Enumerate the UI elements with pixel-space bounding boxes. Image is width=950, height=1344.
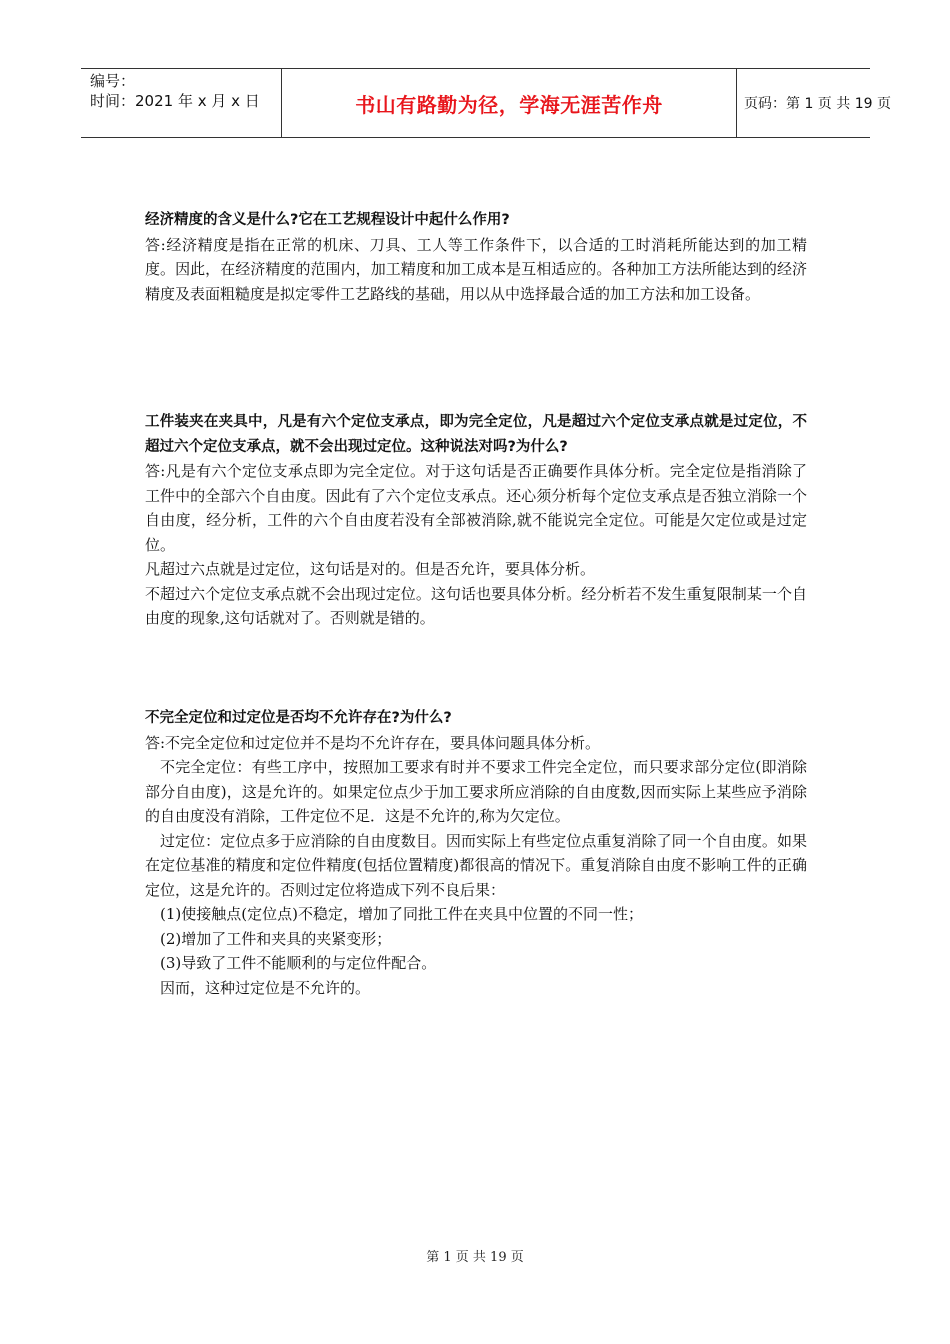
question-heading: 不完全定位和过定位是否均不允许存在?为什么? xyxy=(145,710,452,726)
answer-paragraph: 过定位：定位点多于应消除的自由度数目。因而实际上有些定位点重复消除了同一个自由度。如果在定位基准的精度和定位件精度(包括位置精度)都很高的情况下。重复消除自由度不影响工件的正确定位，这是允许的。否则过定位将造成下列不良后果： xyxy=(145,831,807,899)
header-motto-cell xyxy=(281,69,737,137)
answer-paragraph: 答:不完全定位和过定位并不是均不允许存在，要具体问题具体分析。 xyxy=(145,733,601,752)
section-economic-precision xyxy=(145,208,807,306)
list-item: (3)导致了工件不能顺利的与定位件配合。 xyxy=(160,954,437,972)
document-date-label: 时间：2021 年 x 月 x 日 xyxy=(90,92,260,110)
answer-paragraph: 不完全定位：有些工序中，按照加工要求有时并不要求工件完全定位，而只要求部分定位(即消除部分自由度)，这是允许的。如果定位点少于加工要求所应消除的自由度数,因而实际上某些应予消除的自由度没有消除，工件定位不足．这是不允许的,称为欠定位。 xyxy=(145,758,807,825)
header-meta-cell xyxy=(81,69,281,137)
answer-paragraph: 答:经济精度是指在正常的机床、刀具、工人等工作条件下，以合适的工时消耗所能达到的加工精度。因此，在经济精度的范围内，加工精度和加工成本是互相适应的。各种加工方法所能达到的经济精度及表面粗糙度是拟定零件工艺路线的基础，用以从中选择最合适的加工方法和加工设备。 xyxy=(145,235,807,303)
document-header xyxy=(81,68,891,138)
answer-paragraph: 凡超过六点就是过定位，这句话是对的。但是否允许，要具体分析。 xyxy=(145,560,596,578)
question-heading: 经济精度的含义是什么?它在工艺规程设计中起什么作用? xyxy=(145,212,510,228)
header-page-cell xyxy=(735,69,891,137)
answer-paragraph: 不超过六个定位支承点就不会出现过定位。这句话也要具体分析。经分析若不发生重复限制某一个自由度的现象,这句话就对了。否则就是错的。 xyxy=(145,584,807,627)
section-six-point-location xyxy=(145,410,807,631)
header-page-info: 页码：第 1 页 共 19 页 xyxy=(744,96,891,112)
section-under-over-location xyxy=(145,706,807,1000)
answer-paragraph: 因而，这种过定位是不允许的。 xyxy=(160,978,371,997)
question-heading: 工件装夹在夹具中，凡是有六个定位支承点，即为完全定位，凡是超过六个定位支承点就是过定位，不超过六个定位支承点，就不会出现过定位。这种说法对吗?为什么? xyxy=(145,414,807,455)
list-item: (2)增加了工件和夹具的夹紧变形； xyxy=(160,929,392,948)
document-number-label: 编号： xyxy=(90,72,136,90)
page-footer: 第 1 页 共 19 页 xyxy=(426,1250,524,1265)
header-motto: 书山有路勤为径，学海无涯苦作舟 xyxy=(355,92,663,117)
answer-paragraph: 答:凡是有六个定位支承点即为完全定位。对于这句话是否正确要作具体分析。完全定位是指消除了工件中的全部六个自由度。因此有了六个定位支承点。还心须分析每个定位支承点是否独立消除一个自由度，经分析，工件的六个自由度若没有全部被消除,就不能说完全定位。可能是欠定位或是过定位。 xyxy=(145,462,807,554)
list-item: (1)使接触点(定位点)不稳定，增加了同批工件在夹具中位置的不同一性； xyxy=(160,905,643,923)
